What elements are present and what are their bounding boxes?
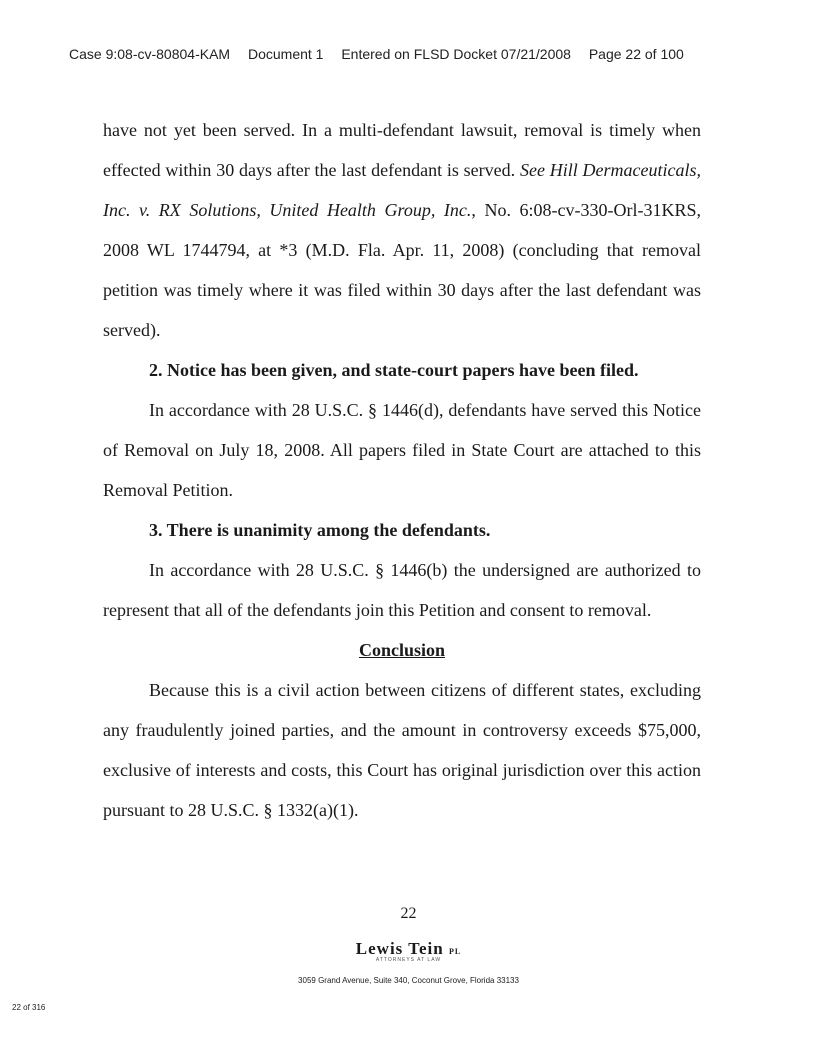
page-stamp: 22 of 316 xyxy=(12,1003,46,1012)
section-heading-3: 3. There is unanimity among the defendants. xyxy=(149,520,491,540)
page-indicator: Page 22 of 100 xyxy=(588,46,684,62)
conclusion-heading: Conclusion xyxy=(358,640,446,660)
firm-logo xyxy=(0,939,817,959)
paragraph-3: In accordance with 28 U.S.C. § 1446(b) the undersigned are authorized to represent that all of the defendants join this Petition and consent to removal. xyxy=(103,560,701,620)
case-citation: See Hill Dermaceuticals, Inc. v. RX Solutions, United Health Group, Inc. xyxy=(103,160,701,220)
document-number: Document 1 xyxy=(247,46,324,62)
firm-name: Lewis Tein xyxy=(355,939,444,958)
section-heading-2: 2. Notice has been given, and state-court papers have been filed. xyxy=(149,360,639,380)
firm-tagline: ATTORNEYS AT LAW xyxy=(375,957,442,963)
firm-address: 3059 Grand Avenue, Suite 340, Coconut Grove, Florida 33133 xyxy=(298,976,519,985)
paragraph-1 xyxy=(103,110,701,350)
case-number: Case 9:08-cv-80804-KAM xyxy=(69,46,231,62)
page-number: 22 xyxy=(400,905,417,922)
paragraph-1-text: have not yet been served. In a multi-defendant lawsuit, removal is timely when effected within 30 days after the last defendant is served. xyxy=(103,120,701,180)
docket-header xyxy=(69,46,769,62)
paragraph-2: In accordance with 28 U.S.C. § 1446(d), defendants have served this Notice of Removal on July 18, 2008. All papers filed in State Court are attached to this Removal Petition. xyxy=(103,400,701,500)
paragraph-1-rest: , No. 6:08-cv-330-Orl-31KRS, 2008 WL 1744794, at *3 (M.D. Fla. Apr. 11, 2008) (concluding that removal petition was timely where it was filed within 30 days after the last defendant was served). xyxy=(103,200,701,340)
firm-suffix: PL xyxy=(448,947,462,956)
paragraph-4: Because this is a civil action between citizens of different states, excluding any fraudulently joined parties, and the amount in controversy exceeds $75,000, exclusive of interests and costs, this Court has original jurisdiction over this action pursuant to 28 U.S.C. § 1332(a)(1). xyxy=(103,680,701,820)
document-body xyxy=(103,110,701,830)
docket-entry: Entered on FLSD Docket 07/21/2008 xyxy=(341,46,571,62)
